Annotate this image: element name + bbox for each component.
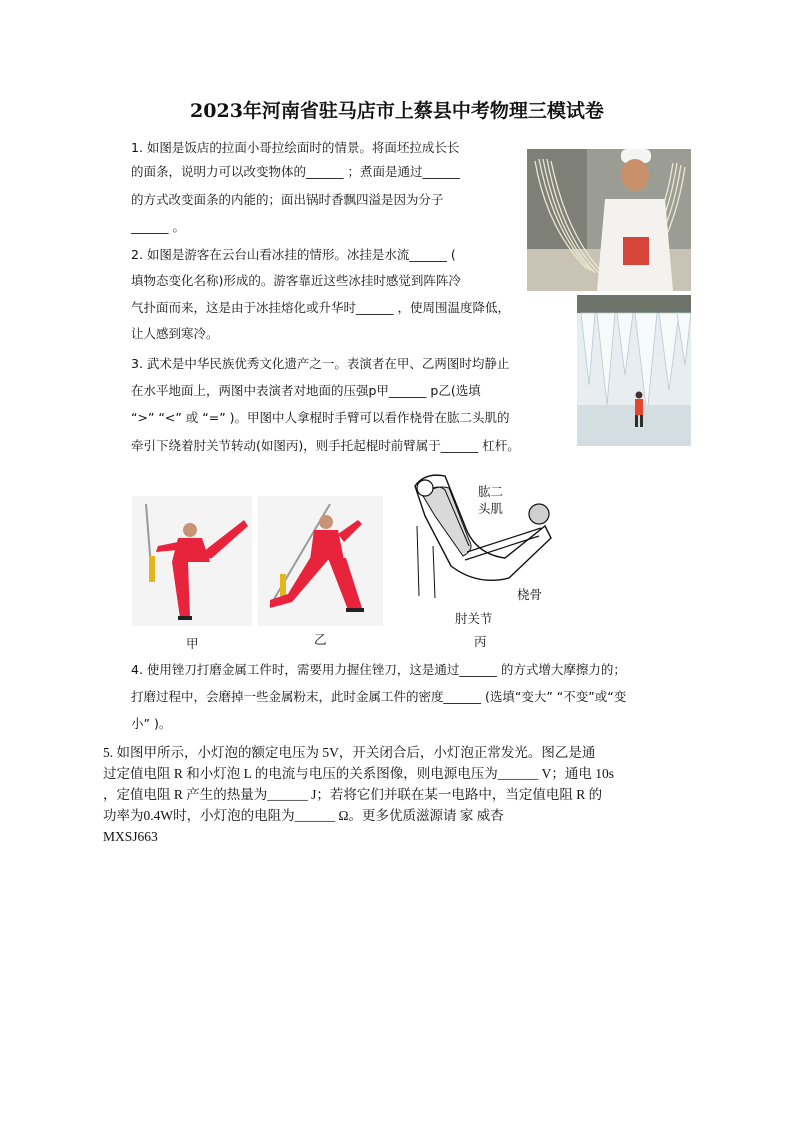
figure-jia-photo: [132, 496, 252, 626]
arm-label-muscle-1: 肱二: [478, 484, 504, 499]
page-title: 2023年河南省驻马店市上蔡县中考物理三模试卷: [190, 100, 604, 122]
noodle-chef-photo: [527, 149, 691, 291]
q2-line-2: 填物态变化名称)形成的。游客靠近这些冰挂时感觉到阵阵冷: [131, 273, 461, 288]
q4-line-1: 4. 使用锉刀打磨金属工件时，需要用力握住锉刀，这是通过______ 的方式增大摩擦力的；: [131, 662, 626, 677]
q4-line-2: 打磨过程中，会磨掉一些金属粉末，此时金属工件的密度______ (选填“变大” “不变”或“变: [131, 689, 627, 704]
q3-line-3: “>” “<” 或 “=” )。甲图中人拿棍时手臂可以看作桡骨在肱二头肌的: [131, 410, 510, 425]
q5-line-3: ，定值电阻 R 产生的热量为______ J；若将它们并联在某一电路中，当定值电阻 R 的: [103, 787, 603, 802]
q5-line-2: 过定值电阻 R 和小灯泡 L 的电流与电压的关系图像，则电源电压为______ V；通电 10s: [103, 766, 615, 781]
q1-line-4: ______ 。: [131, 219, 185, 234]
q2-line-4: 让人感到寒冷。: [131, 326, 219, 341]
arm-label-muscle-2: 头肌: [478, 501, 504, 516]
q3-line-1: 3. 武术是中华民族优秀文化遗产之一。表演者在甲、乙两图时均静止: [131, 356, 510, 371]
q1-line-1: 1. 如图是饭店的拉面小哥拉绘面时的情景。将面坯拉成长长: [131, 140, 460, 155]
arm-label-elbow: 肘关节: [455, 611, 493, 626]
q2-line-1: 2. 如图是游客在云台山看冰挂的情形。冰挂是水流______ (: [131, 247, 456, 262]
q3-line-4: 牵引下绕着肘关节转动(如图丙)，则手托起棍时前臂属于______ 杠杆。: [131, 438, 520, 453]
q5-line-1: 5. 如图甲所示，小灯泡的额定电压为 5V，开关闭合后，小灯泡正常发光。图乙是通: [103, 745, 596, 760]
q5-line-5: MXSJ663: [103, 829, 158, 844]
q2-line-3: 气扑面而来，这是由于冰挂熔化或升华时______ ，使周围温度降低，: [131, 300, 510, 315]
q1-line-3: 的方式改变面条的内能的；面出锅时香飘四溢是因为分子: [131, 192, 444, 207]
q5-line-4: 功率为0.4W时，小灯泡的电阻为______ Ω。更多优质滋源请 家 威杏: [103, 808, 504, 823]
caption-bing: 丙: [474, 634, 487, 649]
caption-jia: 甲: [186, 636, 199, 651]
q3-line-2: 在水平地面上，两图中表演者对地面的压强p甲______ p乙(选填: [131, 383, 481, 398]
figure-yi-photo: [258, 496, 383, 626]
caption-yi: 乙: [314, 632, 327, 647]
q4-line-3: 小” )。: [131, 716, 172, 731]
q1-line-2: 的面条，说明力可以改变物体的______ ；煮面是通过______: [131, 164, 460, 179]
arm-label-radius: 桡骨: [517, 587, 543, 602]
ice-waterfall-photo: [577, 295, 691, 446]
